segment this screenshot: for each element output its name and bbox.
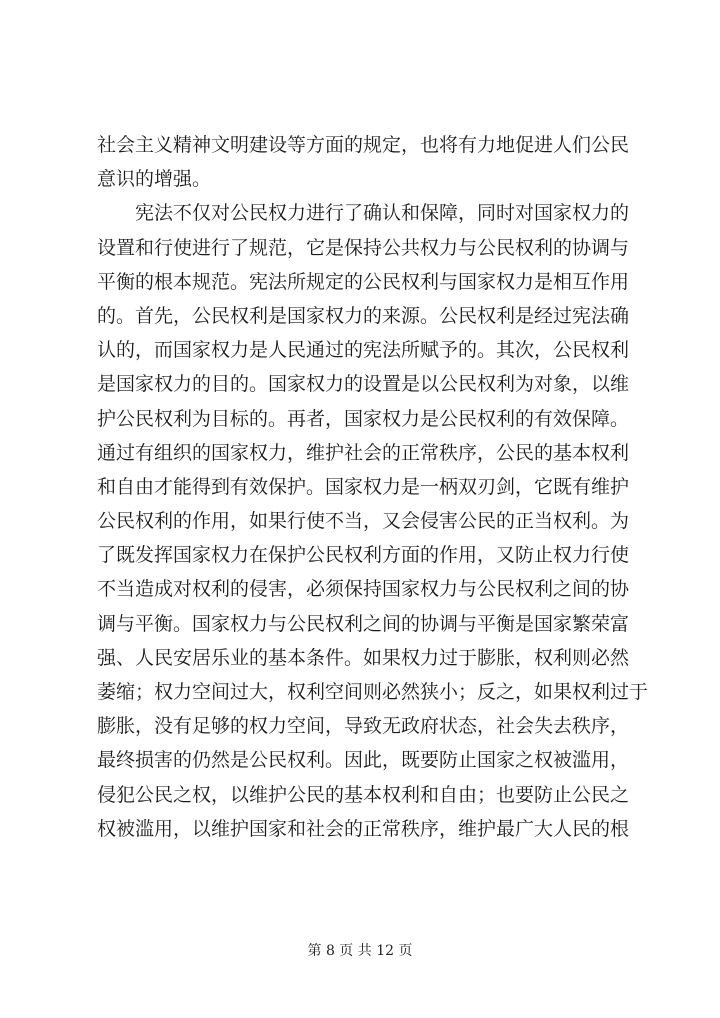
text-line: 萎缩；权力空间过大，权利空间则必然狭小；反之，如果权利过于	[97, 681, 649, 703]
text-line: 是国家权力的目的。国家权力的设置是以公民权利为对象，以维	[97, 373, 630, 396]
text-line: 护公民权利为目标的。再者，国家权力是公民权利的有效保障。	[97, 407, 630, 430]
text-line: 权被滥用，以维护国家和社会的正常秩序，维护最广大人民的根	[97, 817, 630, 840]
text-line: 通过有组织的国家权力，维护社会的正常秩序，公民的基本权利	[97, 441, 630, 464]
body-text	[97, 128, 649, 846]
text-line: 的。首先，公民权利是国家权力的来源。公民权利是经过宪法确	[97, 304, 630, 327]
text-line: 平衡的根本规范。宪法所规定的公民权利与国家权力是相互作用	[97, 270, 630, 293]
text-line: 和自由才能得到有效保护。国家权力是一柄双刃剑，它既有维护	[97, 475, 630, 498]
text-line: 认的，而国家权力是人民通过的宪法所赋予的。其次，公民权利	[97, 339, 630, 362]
text-line: 意识的增强。	[97, 168, 212, 191]
text-line: 侵犯公民之权，以维护公民的基本权利和自由；也要防止公民之	[97, 783, 630, 806]
page-number-footer: 第 8 页 共 12 页	[307, 943, 413, 959]
text-line: 调与平衡。国家权力与公民权利之间的协调与平衡是国家繁荣富	[97, 612, 630, 635]
text-line: 宪法不仅对公民权力进行了确认和保障，同时对国家权力的	[97, 202, 630, 225]
text-line: 不当造成对权利的侵害，必须保持国家权力与公民权利之间的协	[97, 578, 630, 601]
text-line: 最终损害的仍然是公民权利。因此，既要防止国家之权被滥用，	[97, 749, 630, 772]
text-line: 了既发挥国家权力在保护公民权利方面的作用，又防止权力行使	[97, 544, 630, 567]
text-line: 膨胀，没有足够的权力空间，导致无政府状态，社会失去秩序，	[97, 715, 630, 738]
text-line: 强、人民安居乐业的基本条件。如果权力过于膨胀，权利则必然	[97, 646, 630, 669]
text-line: 社会主义精神文明建设等方面的规定，也将有力地促进人们公民	[97, 134, 630, 156]
text-line: 公民权利的作用，如果行使不当，又会侵害公民的正当权利。为	[97, 510, 630, 533]
text-line: 设置和行使进行了规范，它是保持公共权力与公民权利的协调与	[97, 236, 630, 259]
